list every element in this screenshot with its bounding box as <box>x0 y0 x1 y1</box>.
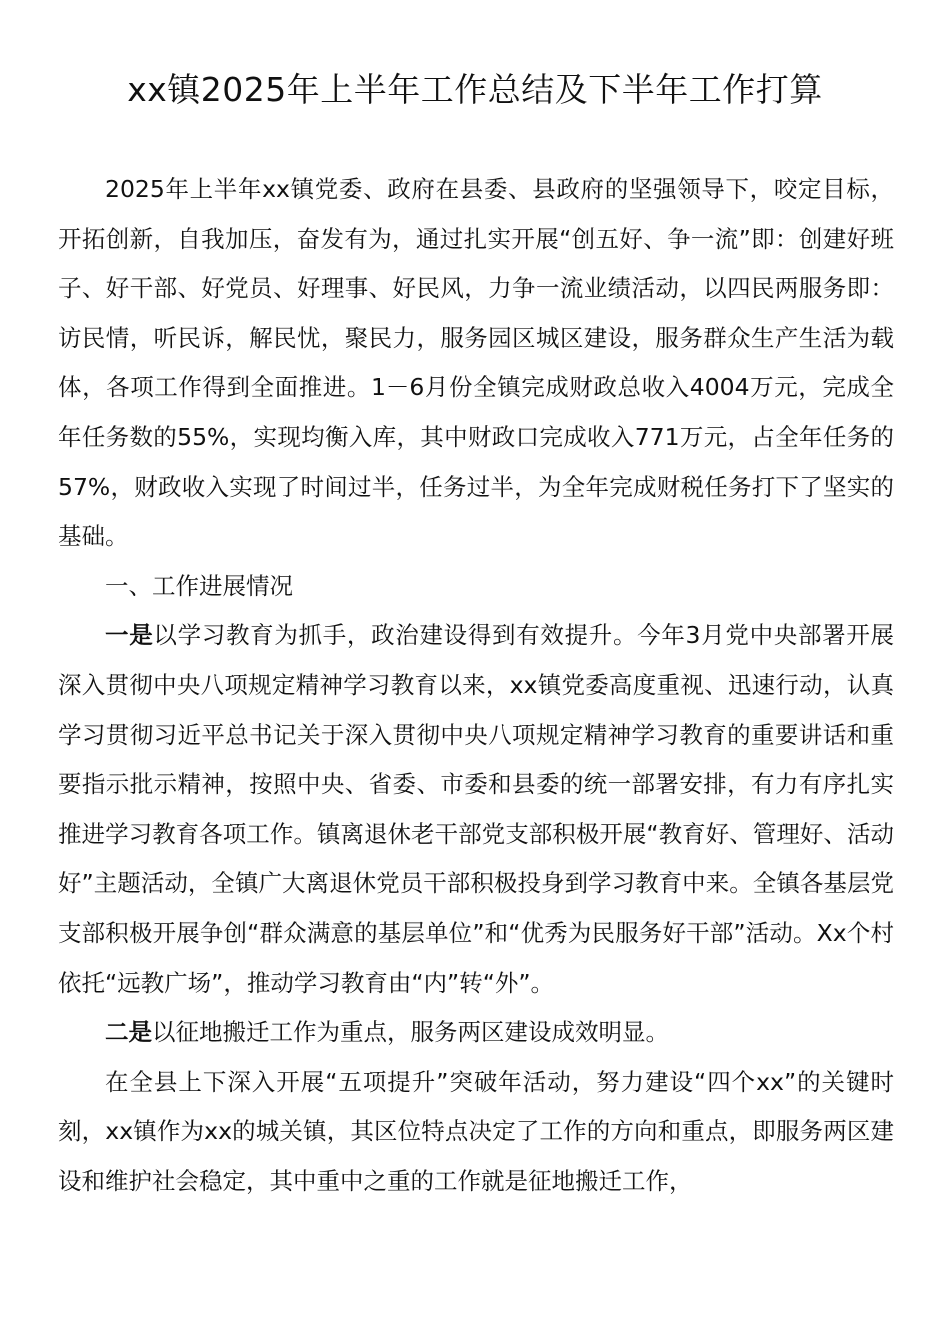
paragraph-point-two <box>58 1008 894 1058</box>
section-heading-text: 一、工作进展情况 <box>105 571 293 600</box>
paragraph-point-one-lead: 一是 <box>105 621 154 650</box>
document-title: xx镇2025年上半年工作总结及下半年工作打算 <box>127 70 823 109</box>
paragraph-point-one-text: 以学习教育为抓手，政治建设得到有效提升。今年3月党中央部署开展深入贯彻中央八项规定精神学习教育以来，xx镇党委高度重视、迅速行动，认真学习贯彻习近平总书记关于深入贯彻中央八项规定精神学习教育的重要讲话和重要指示批示精神，按照中央、省委、市委和县委的统一部署安排，有力有序扎实推进学习教育各项工作。镇离退休老干部党支部积极开展“教育好、管理好、活动好”主题活动，全镇广大离退休党员干部积极投身到学习教育中来。全镇各基层党支部积极开展争创“群众满意的基层单位”和“优秀为民服务好干部”活动。Xx个村依托“远教广场”，推动学习教育由“内”转“外”。 <box>58 621 895 997</box>
paragraph-point-two-lead: 二是 <box>105 1018 152 1047</box>
paragraph-intro-text: 2025年上半年xx镇党委、政府在县委、县政府的坚强领导下，咬定目标，开拓创新，自我加压，奋发有为，通过扎实开展“创五好、争一流”即：创建好班子、好干部、好党员、好理事、好民风，力争一流业绩活动，以四民两服务即：访民情，听民诉，解民忧，聚民力，服务园区城区建设，服务群众生产生活为载体，各项工作得到全面推进。1－6月份全镇完成财政总收入4004万元，完成全年任务数的55%，实现均衡入库，其中财政口完成收入771万元，占全年任务的57%，财政收入实现了时间过半，任务过半，为全年完成财税任务打下了坚实的基础。 <box>58 175 894 551</box>
paragraph-relocation <box>58 1058 894 1207</box>
paragraph-intro <box>58 165 894 562</box>
section-heading-work-progress <box>58 562 894 612</box>
paragraph-relocation-text: 在全县上下深入开展“五项提升”突破年活动，努力建设“四个xx”的关键时刻，xx镇作为xx的城关镇，其区位特点决定了工作的方向和重点，即服务两区建设和维护社会稳定，其中重中之重的工作就是征地搬迁工作， <box>58 1067 894 1195</box>
document-body <box>58 165 894 1206</box>
paragraph-point-one <box>58 611 894 1008</box>
paragraph-point-two-text: 以征地搬迁工作为重点，服务两区建设成效明显。 <box>152 1018 669 1047</box>
